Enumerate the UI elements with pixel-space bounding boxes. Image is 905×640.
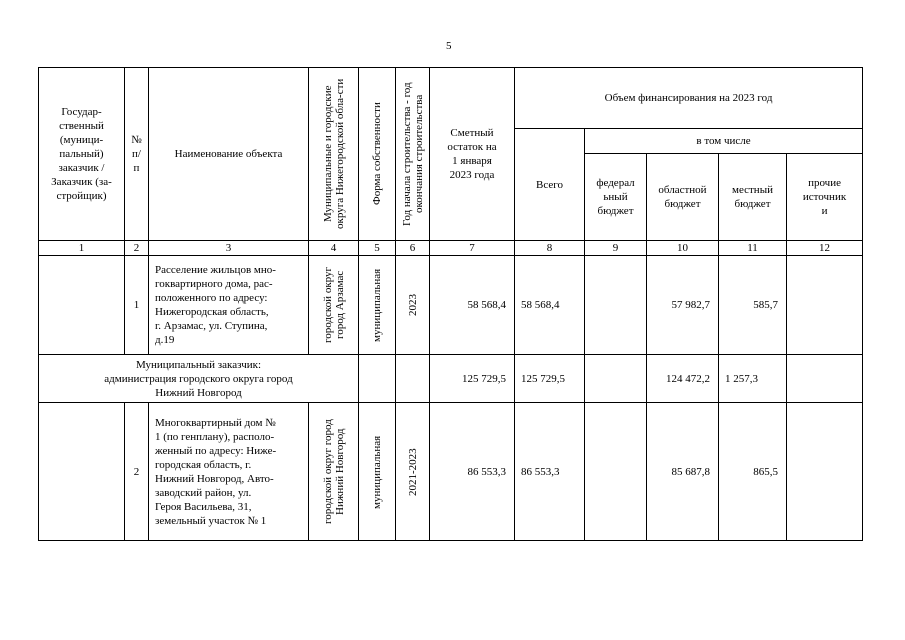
column-number: 1: [39, 241, 125, 256]
header-local: местный бюджет: [719, 154, 787, 241]
customer-cell: [39, 403, 125, 541]
header-total: Всего: [515, 129, 585, 241]
customer-cell: [39, 256, 125, 355]
header-district: Муниципальные и городские округа Нижегородской обла-сти: [309, 68, 359, 241]
empty-cell: [359, 355, 396, 403]
regional-value: 57 982,7: [647, 256, 719, 355]
header-financing: Объем финансирования на 2023 год: [515, 68, 863, 129]
header-row: [39, 68, 863, 129]
header-customer: Государ- ственный (муници- пальный) заказчик / Заказчик (за- стройщик): [39, 68, 125, 241]
other-value: [787, 355, 863, 403]
header-regional: областной бюджет: [647, 154, 719, 241]
local-value: 865,5: [719, 403, 787, 541]
header-estimate: Сметный остаток на 1 января 2023 года: [430, 68, 515, 241]
regional-value: 124 472,2: [647, 355, 719, 403]
header-object-name: Наименование объекта: [149, 68, 309, 241]
column-number: 4: [309, 241, 359, 256]
federal-value: [585, 256, 647, 355]
years-cell: 2021-2023: [396, 403, 430, 541]
other-value: [787, 403, 863, 541]
years-cell: 2023: [396, 256, 430, 355]
header-other: прочие источник и: [787, 154, 863, 241]
other-value: [787, 256, 863, 355]
table-row: [39, 256, 863, 355]
estimate-value: 125 729,5: [430, 355, 515, 403]
estimate-value: 58 568,4: [430, 256, 515, 355]
row-number: 1: [125, 256, 149, 355]
municipal-customer-row: [39, 355, 863, 403]
column-number: 11: [719, 241, 787, 256]
local-value: 585,7: [719, 256, 787, 355]
row-number: 2: [125, 403, 149, 541]
object-name: Многоквартирный дом № 1 (по генплану), располо- женный по адресу: Ниже- городская область, г. Нижний Новгород, Авто- заводский район, ул. Героя Васильева, 31, земельный участок № 1: [149, 403, 309, 541]
column-number: 5: [359, 241, 396, 256]
column-number: 2: [125, 241, 149, 256]
total-value: 86 553,3: [515, 403, 585, 541]
estimate-value: 86 553,3: [430, 403, 515, 541]
district-cell: городской округ город Нижний Новгород: [309, 403, 359, 541]
district-cell: городской округ город Арзамас: [309, 256, 359, 355]
column-number: 7: [430, 241, 515, 256]
column-number: 3: [149, 241, 309, 256]
empty-cell: [396, 355, 430, 403]
header-ownership: Форма собственности: [359, 68, 396, 241]
header-including: в том числе: [585, 129, 863, 154]
local-value: 1 257,3: [719, 355, 787, 403]
total-value: 125 729,5: [515, 355, 585, 403]
column-number: 9: [585, 241, 647, 256]
federal-value: [585, 355, 647, 403]
header-federal: федерал ьный бюджет: [585, 154, 647, 241]
header-number: № п/ п: [125, 68, 149, 241]
column-number: 12: [787, 241, 863, 256]
table-row: [39, 403, 863, 541]
federal-value: [585, 403, 647, 541]
ownership-cell: муниципальная: [359, 256, 396, 355]
ownership-cell: муниципальная: [359, 403, 396, 541]
column-number: 10: [647, 241, 719, 256]
column-number: 6: [396, 241, 430, 256]
column-number-row: [39, 241, 863, 256]
financing-table: [38, 67, 863, 541]
column-number: 8: [515, 241, 585, 256]
object-name: Расселение жильцов мно- гоквартирного дома, рас- положенного по адресу: Нижегородская область, г. Арзамас, ул. Ступина, д.19: [149, 256, 309, 355]
page-number: 5: [446, 40, 452, 52]
total-value: 58 568,4: [515, 256, 585, 355]
header-years: Год начала строительства - год окончания строительства: [396, 68, 430, 241]
municipal-customer-label: Муниципальный заказчик: администрация городского округа город Нижний Новгород: [39, 355, 359, 403]
regional-value: 85 687,8: [647, 403, 719, 541]
